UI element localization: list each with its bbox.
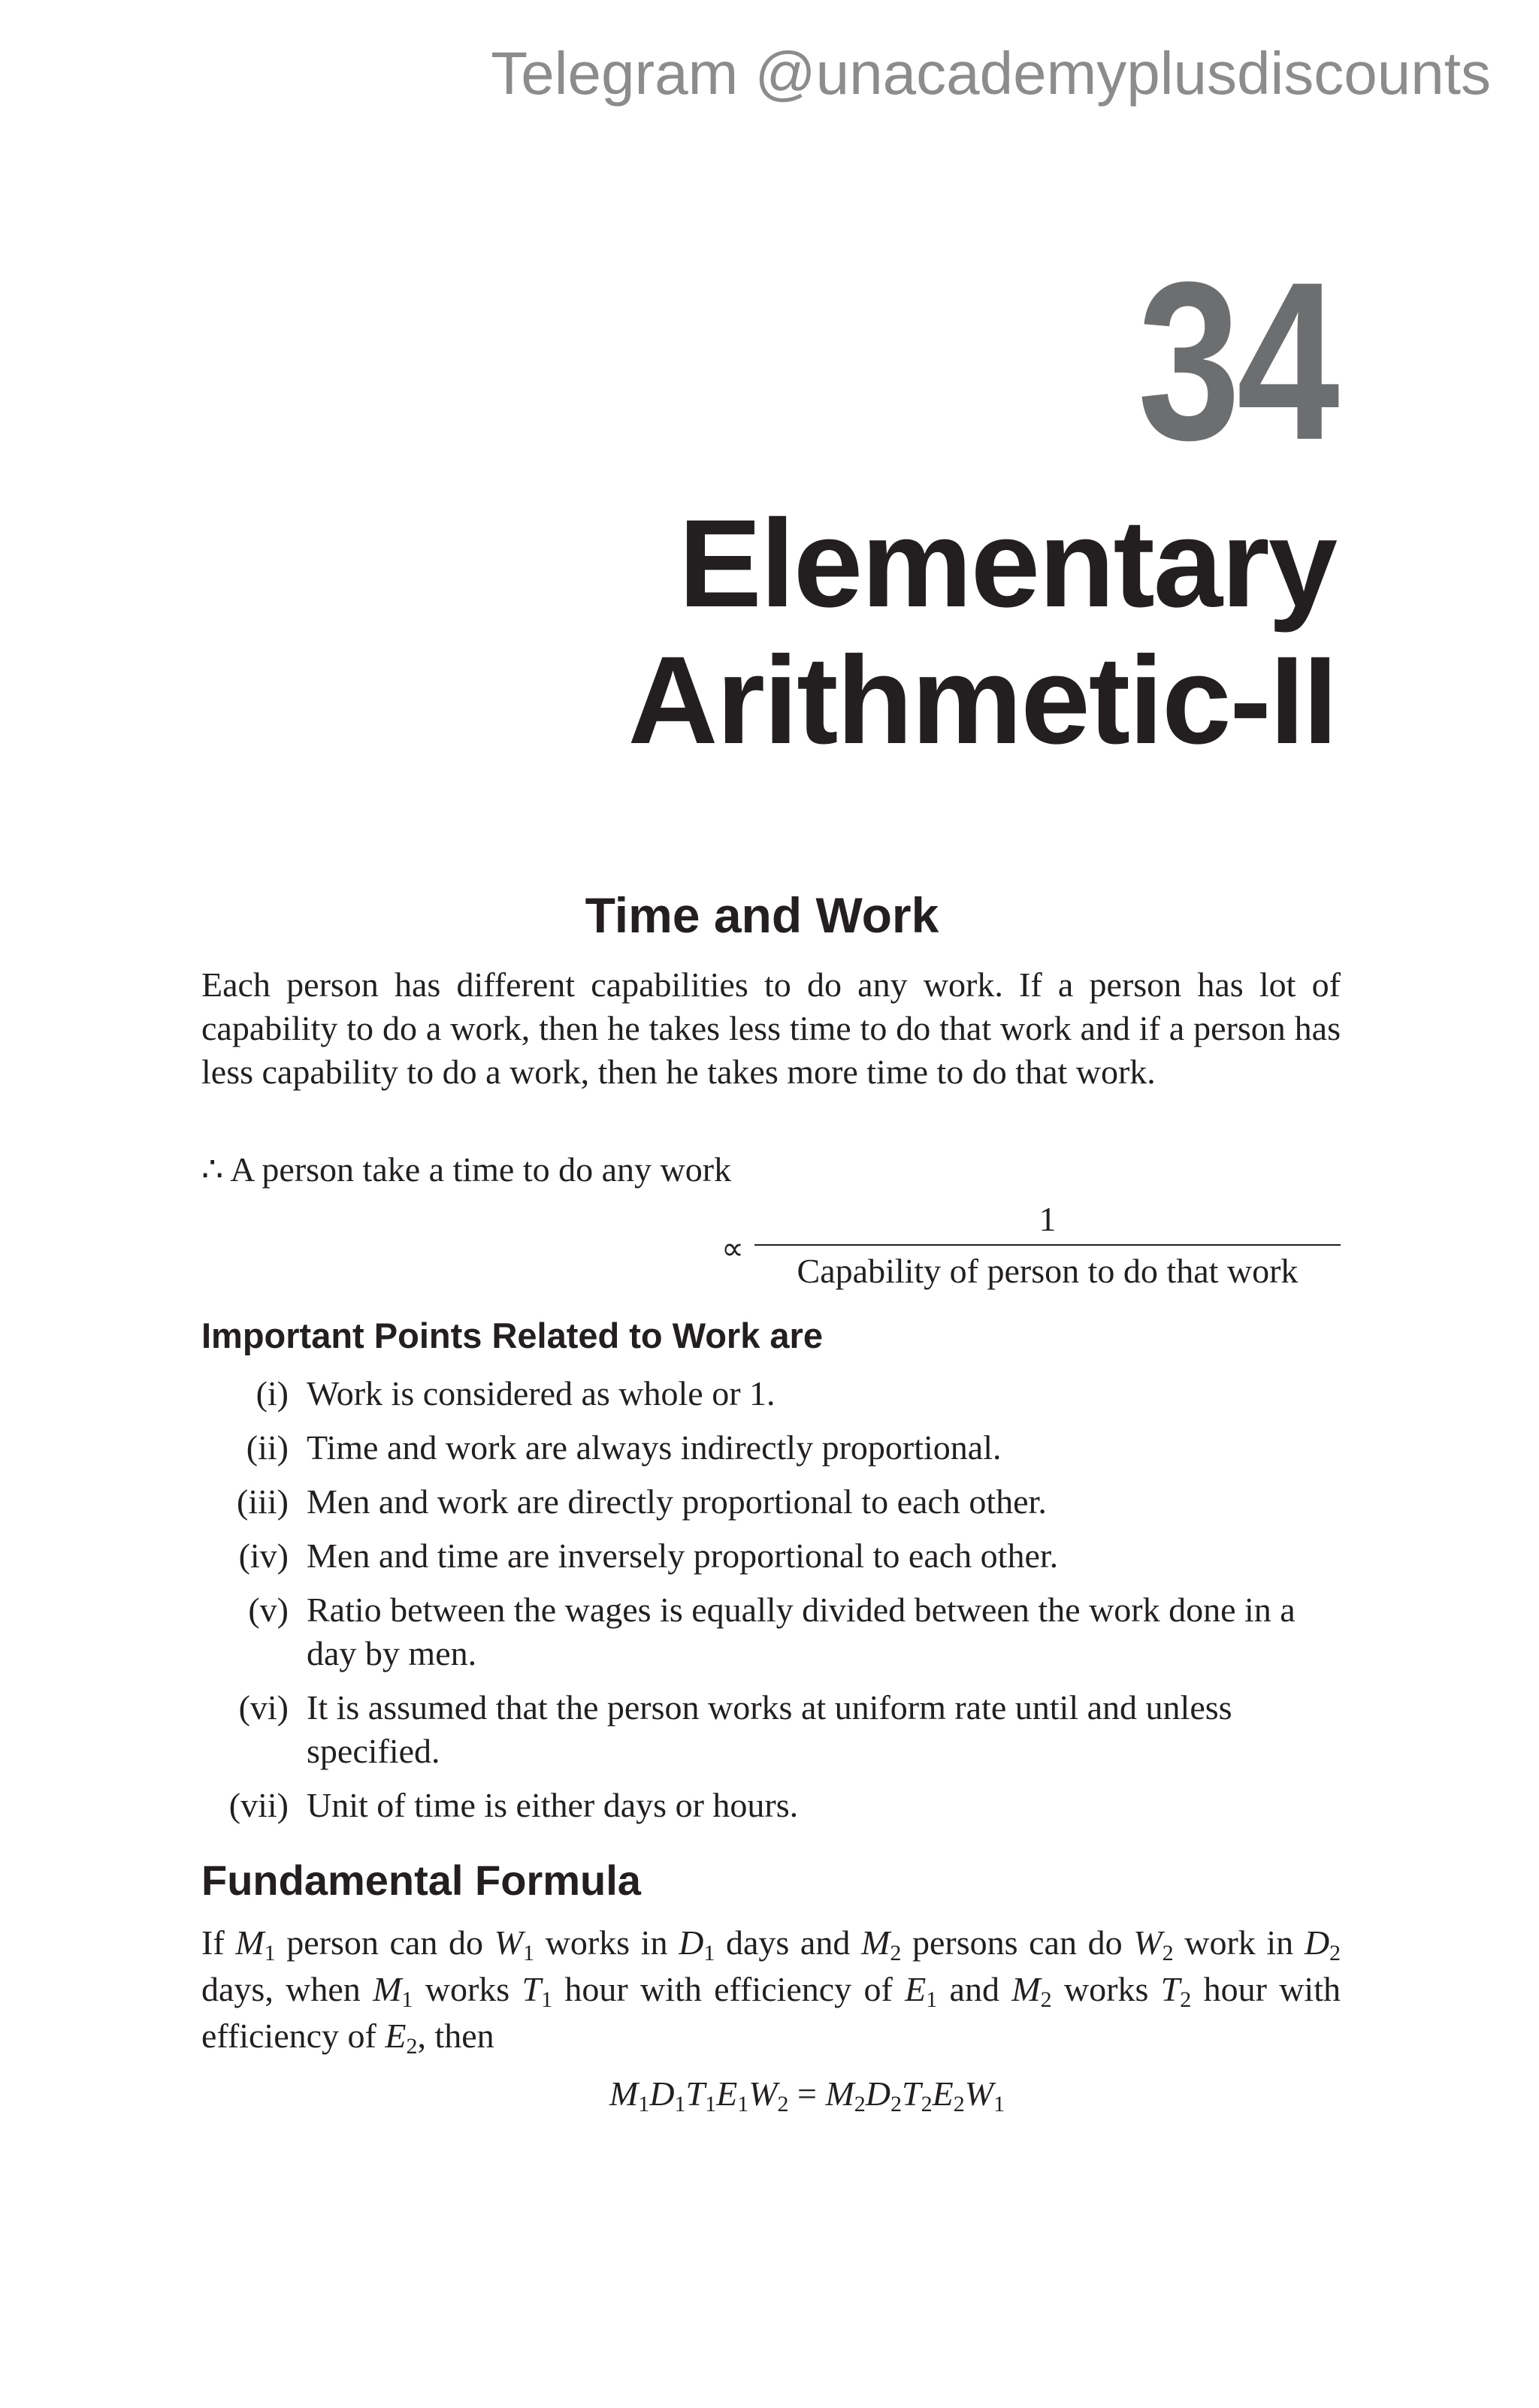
proportionality-formula — [721, 1198, 1341, 1294]
chapter-title-line1: Elementary — [678, 494, 1336, 633]
list-marker: (iii) — [237, 1482, 289, 1521]
fraction-denominator: Capability of person to do that work — [797, 1252, 1299, 1290]
list-text: Ratio between the wages is equally divided between the work done in a day by men. — [307, 1591, 1296, 1672]
list-marker: (iv) — [238, 1536, 289, 1575]
therefore-line: ∴ A person take a time to do any work — [201, 1150, 732, 1189]
list-text: Work is considered as whole or 1. — [307, 1374, 776, 1412]
list-marker: (ii) — [246, 1428, 289, 1467]
section-title — [0, 887, 1539, 944]
important-points-heading: Important Points Related to Work are — [201, 1316, 823, 1355]
list-item — [201, 1372, 1341, 1415]
section-title-text: Time and Work — [585, 887, 939, 943]
list-item — [201, 1686, 1341, 1773]
fraction-numerator: 1 — [1039, 1200, 1057, 1238]
chapter-title-line2: Arithmetic-II — [627, 631, 1336, 770]
list-text: It is assumed that the person works at uniform rate until and unless specified. — [307, 1688, 1232, 1770]
intro-paragraph: Each person has different capabilities to do any work. If a person has lot of capability to do a work, then he takes less time to do that work and if a person has less capability to do a work, then he takes more time to do that work. — [201, 965, 1341, 1091]
chapter-number: 34 — [1138, 234, 1336, 487]
important-points-list — [201, 1372, 1341, 1838]
list-text: Men and work are directly proportional to each other. — [307, 1482, 1047, 1521]
formula-paragraph: If $M_1$ person can do $W_1$ works in $D_1$ days and $M_2$ persons can do $W_2$ work in $D_2$ days, when $M_1$ works $T_1$ hour with efficiency of $E_1$ and $M_2$ works $T_2$ hour with efficiency of $E_2$, then — [201, 1923, 1341, 2059]
list-item — [201, 1426, 1341, 1470]
fundamental-equation: $M_1D_1T_1E_1W_2 = M_2D_2T_2E_2W_1$ — [609, 2074, 1005, 2116]
fundamental-formula-heading: Fundamental Formula — [201, 1857, 641, 1904]
list-item — [201, 1534, 1341, 1578]
list-text: Men and time are inversely proportional to each other. — [307, 1536, 1059, 1575]
list-marker: (vi) — [238, 1688, 289, 1727]
list-marker: (v) — [248, 1591, 289, 1629]
list-marker: (i) — [255, 1374, 289, 1412]
list-text: Time and work are always indirectly proportional. — [307, 1428, 1002, 1467]
watermark: Telegram @unacademyplusdiscounts — [491, 40, 1491, 107]
proportional-symbol: ∝ — [721, 1232, 744, 1267]
list-item — [201, 1588, 1341, 1675]
chapter-title — [628, 496, 1336, 769]
list-text: Unit of time is either days or hours. — [307, 1786, 799, 1824]
fraction — [754, 1198, 1341, 1294]
list-item — [201, 1784, 1341, 1827]
list-item — [201, 1480, 1341, 1524]
list-marker: (vii) — [228, 1786, 289, 1824]
